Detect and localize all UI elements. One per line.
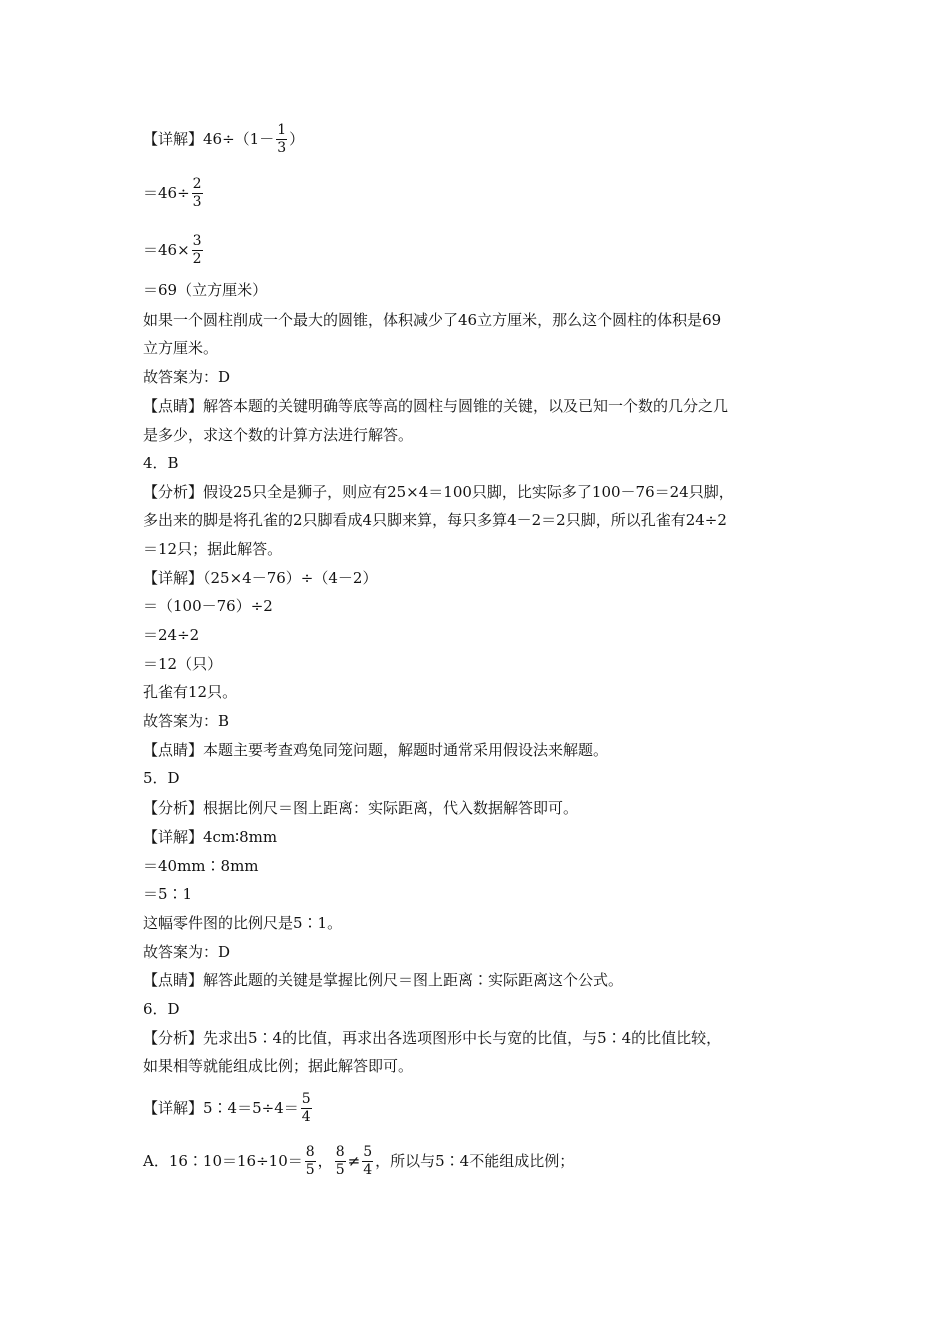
text-segment: ＝69（立方厘米）	[143, 281, 268, 299]
text-line	[143, 396, 728, 416]
text-segment: 4．B	[143, 454, 179, 472]
text-segment: 故答案为：B	[143, 712, 230, 730]
text-segment: ＝40mm∶8mm	[143, 857, 259, 875]
fraction-denominator: 5	[335, 1161, 345, 1178]
text-segment: 是多少，求这个数的计算方法进行解答。	[143, 426, 414, 444]
text-line	[143, 856, 259, 876]
text-line	[143, 425, 413, 445]
fraction-numerator: 2	[192, 175, 202, 192]
fraction-denominator: 4	[301, 1108, 311, 1125]
text-segment: 【分析】先求出5∶4的比值，再求出各选项图形中长与宽的比值，与5∶4的比值比较，	[143, 1029, 722, 1047]
text-segment: ＝24÷2	[143, 626, 200, 644]
fraction	[362, 1144, 373, 1179]
text-segment: 如果相等就能组成比例；据此解答即可。	[143, 1057, 414, 1075]
text-segment: 故答案为：D	[143, 368, 231, 386]
text-segment: ≠	[347, 1152, 361, 1170]
fraction-denominator: 3	[192, 193, 202, 210]
text-line	[143, 310, 721, 330]
fraction-denominator: 2	[192, 250, 202, 267]
text-segment: ＝5∶1	[143, 885, 193, 903]
text-line	[143, 768, 180, 788]
text-segment: ，	[317, 1152, 333, 1170]
text-segment: 立方厘米。	[143, 339, 219, 357]
text-line	[143, 913, 342, 933]
text-line	[143, 232, 205, 267]
text-line	[143, 711, 229, 731]
text-segment: A．16∶10＝16÷10＝	[143, 1152, 303, 1170]
fraction	[276, 122, 287, 157]
text-segment: ，所以与5∶4不能组成比例；	[375, 1152, 575, 1170]
text-segment: 如果一个圆柱削成一个最大的圆锥，体积减少了46立方厘米，那么这个圆柱的体积是69	[143, 311, 722, 329]
text-segment: ＝46÷	[143, 184, 190, 202]
text-line	[143, 999, 180, 1019]
fraction	[192, 176, 203, 211]
text-segment: 孔雀有12只。	[143, 683, 238, 701]
text-line	[143, 682, 237, 702]
text-segment: ＝46×	[143, 241, 190, 259]
text-line	[143, 121, 305, 156]
text-segment: 这幅零件图的比例尺是5∶1。	[143, 914, 343, 932]
text-line	[143, 1143, 575, 1178]
fraction	[192, 233, 203, 268]
fraction	[335, 1144, 346, 1179]
text-segment: 【详解】（25×4－76）÷（4－2）	[143, 569, 378, 587]
fraction-denominator: 4	[363, 1161, 373, 1178]
text-line	[143, 568, 377, 588]
text-line	[143, 367, 230, 387]
text-line	[143, 740, 608, 760]
text-line	[143, 338, 218, 358]
text-line	[143, 1028, 721, 1048]
fraction-denominator: 3	[277, 139, 287, 156]
text-segment: ）	[289, 130, 305, 148]
text-line	[143, 1090, 314, 1125]
text-segment: ＝12只；据此解答。	[143, 540, 283, 558]
text-segment: 故答案为：D	[143, 943, 231, 961]
text-line	[143, 482, 734, 502]
fraction-numerator: 5	[301, 1090, 311, 1107]
text-line	[143, 827, 277, 847]
text-line	[143, 798, 578, 818]
fraction	[305, 1144, 316, 1179]
text-segment: 【分析】根据比例尺＝图上距离：实际距离，代入数据解答即可。	[143, 799, 579, 817]
text-segment: 5．D	[143, 769, 180, 787]
text-line	[143, 510, 727, 530]
fraction-numerator: 3	[192, 232, 202, 249]
text-segment: 【点睛】解答此题的关键是掌握比例尺＝图上距离∶实际距离这个公式。	[143, 971, 624, 989]
text-segment: 【点睛】解答本题的关键明确等底等高的圆柱与圆锥的关键，以及已知一个数的几分之几	[143, 397, 729, 415]
text-line	[143, 453, 179, 473]
text-segment: 【详解】5∶4＝5÷4＝	[143, 1099, 299, 1117]
text-segment: 6．D	[143, 1000, 180, 1018]
fraction-numerator: 5	[363, 1143, 373, 1160]
fraction-numerator: 1	[277, 121, 287, 138]
fraction-denominator: 5	[305, 1161, 315, 1178]
text-segment: 【分析】假设25只全是狮子，则应有25×4＝100只脚，比实际多了100－76＝24只脚，	[143, 483, 734, 501]
text-line	[143, 884, 192, 904]
text-line	[143, 1056, 413, 1076]
text-line	[143, 654, 222, 674]
text-segment: 多出来的脚是将孔雀的2只脚看成4只脚来算，每只多算4－2＝2只脚，所以孔雀有24÷2	[143, 511, 727, 529]
text-line	[143, 625, 199, 645]
text-line	[143, 596, 273, 616]
text-segment: 【详解】4cm∶8mm	[143, 828, 278, 846]
text-segment: 【点睛】本题主要考查鸡兔同笼问题，解题时通常采用假设法来解题。	[143, 741, 609, 759]
text-segment: ＝12（只）	[143, 655, 223, 673]
text-line	[143, 970, 623, 990]
text-segment: 【详解】46÷（1－	[143, 130, 275, 148]
fraction-numerator: 8	[335, 1143, 345, 1160]
text-line	[143, 539, 282, 559]
fraction-numerator: 8	[305, 1143, 315, 1160]
text-line	[143, 175, 205, 210]
text-line	[143, 280, 267, 300]
text-line	[143, 942, 230, 962]
text-segment: ＝（100－76）÷2	[143, 597, 273, 615]
fraction	[301, 1091, 312, 1126]
